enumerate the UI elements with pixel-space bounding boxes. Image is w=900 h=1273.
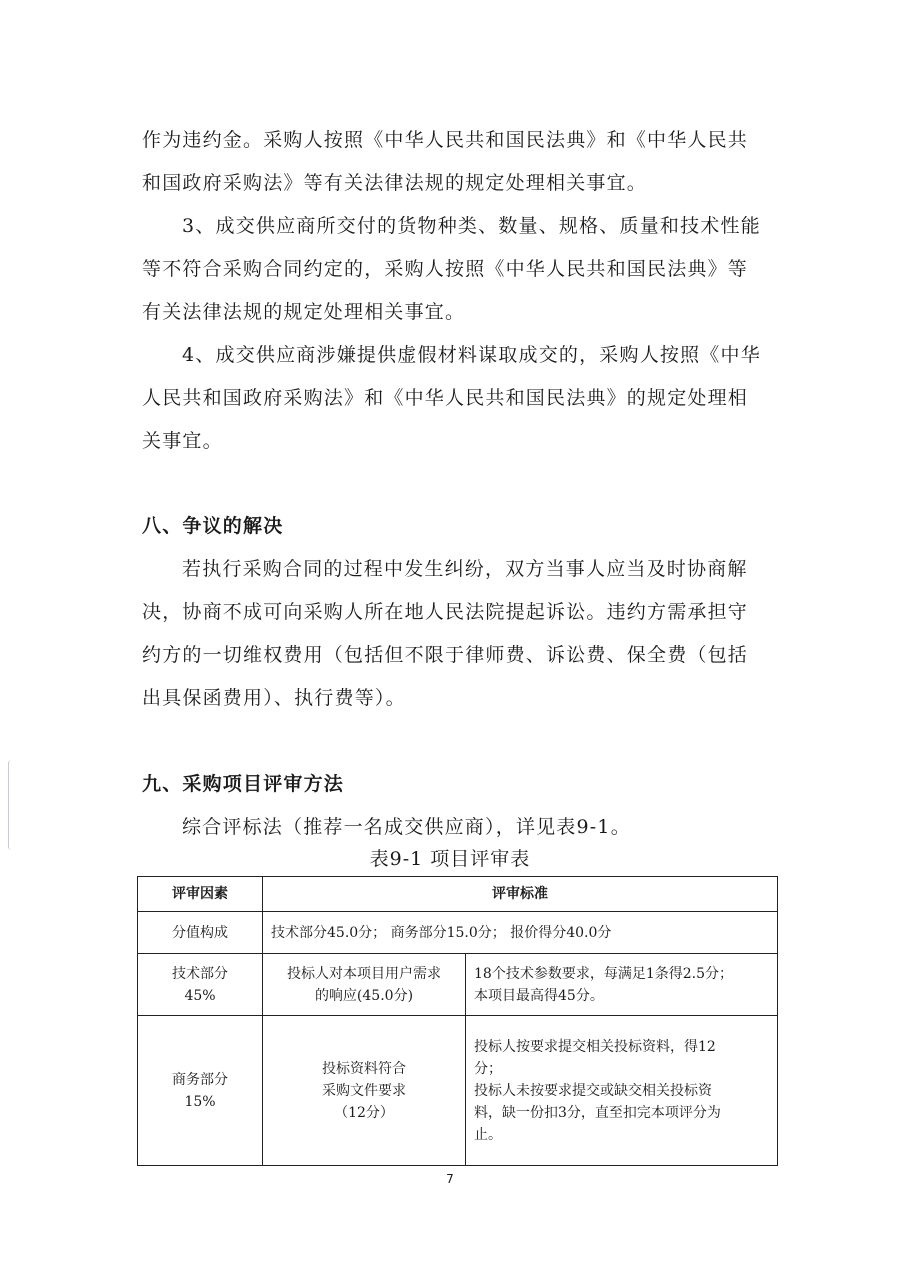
business-criteria <box>466 1016 778 1166</box>
review-table <box>137 876 778 1166</box>
table-header-row <box>138 877 778 912</box>
text-line: 3、成交供应商所交付的货物种类、数量、规格、质量和技术性能 <box>182 215 761 237</box>
cell-line: 料，缺一份扣3分，直至扣完本项评分为 <box>474 1104 721 1121</box>
cell-line: 15% <box>184 1093 216 1110</box>
text-line: 人民共和国政府采购法》和《中华人民共和国民法典》的规定处理相 <box>142 387 749 409</box>
section-heading-dispute: 八、争议的解决 <box>142 515 284 537</box>
text-line: 等不符合采购合同约定的，采购人按照《中华人民共和国民法典》等 <box>142 258 749 280</box>
paragraph-clause-4 <box>142 334 782 463</box>
cell-line: 技术部分 <box>172 965 228 982</box>
text-line: 约方的一切维权费用（包括但不限于律师费、诉讼费、保全费（包括 <box>142 644 749 666</box>
paragraph-penalty-end <box>142 119 782 205</box>
text-line: 4、成交供应商涉嫌提供虚假材料谋取成交的，采购人按照《中华 <box>182 344 761 366</box>
text-line: 综合评标法（推荐一名成交供应商），详见表9-1。 <box>182 816 631 838</box>
text-line: 作为违约金。采购人按照《中华人民共和国民法典》和《中华人民共 <box>142 129 749 151</box>
paragraph-clause-3 <box>142 205 782 334</box>
header-criteria: 评审标准 <box>263 877 778 912</box>
score-label: 分值构成 <box>138 912 263 954</box>
cell-line: （12分） <box>334 1104 394 1121</box>
tech-item <box>263 954 466 1016</box>
cell-line: 分； <box>474 1060 502 1077</box>
page-number: 7 <box>446 1172 454 1186</box>
paragraph-dispute <box>142 548 782 720</box>
cell-line: 投标人对本项目用户需求 <box>287 965 441 982</box>
business-label <box>138 1016 263 1166</box>
cell-line: 采购文件要求 <box>322 1082 406 1099</box>
cell-line: 商务部分 <box>172 1071 228 1088</box>
table-row-tech <box>138 954 778 1016</box>
table-row-business <box>138 1016 778 1166</box>
business-item <box>263 1016 466 1166</box>
scan-edge-mark <box>8 760 15 850</box>
text-line: 决，协商不成可向采购人所在地人民法院提起诉讼。违约方需承担守 <box>142 601 749 623</box>
text-line: 出具保函费用）、执行费等）。 <box>142 687 406 709</box>
header-factor: 评审因素 <box>138 877 263 912</box>
cell-line: 45% <box>184 987 216 1004</box>
table-row-score <box>138 912 778 954</box>
text-line: 有关法律法规的规定处理相关事宜。 <box>142 301 466 323</box>
table-caption: 表9-1 项目评审表 <box>369 848 531 870</box>
paragraph-review-method <box>142 806 782 849</box>
cell-line: 18个技术参数要求，每满足1条得2.5分； <box>474 965 733 982</box>
cell-line: 投标资料符合 <box>322 1060 406 1077</box>
tech-label <box>138 954 263 1016</box>
cell-line: 本项目最高得45分。 <box>474 987 604 1004</box>
section-heading-review-method: 九、采购项目评审方法 <box>142 773 345 795</box>
text-line: 关事宜。 <box>142 430 223 452</box>
cell-line: 投标人未按要求提交或缺交相关投标资 <box>474 1082 712 1099</box>
text-line: 若执行采购合同的过程中发生纠纷，双方当事人应当及时协商解 <box>182 558 748 580</box>
cell-line: 止。 <box>474 1126 502 1143</box>
tech-criteria <box>466 954 778 1016</box>
text-line: 和国政府采购法》等有关法律法规的规定处理相关事宜。 <box>142 172 648 194</box>
cell-line: 的响应(45.0分) <box>314 987 414 1004</box>
cell-line: 投标人按要求提交相关投标资料，得12 <box>474 1038 716 1055</box>
score-text: 技术部分45.0分； 商务部分15.0分； 报价得分40.0分 <box>263 912 778 954</box>
